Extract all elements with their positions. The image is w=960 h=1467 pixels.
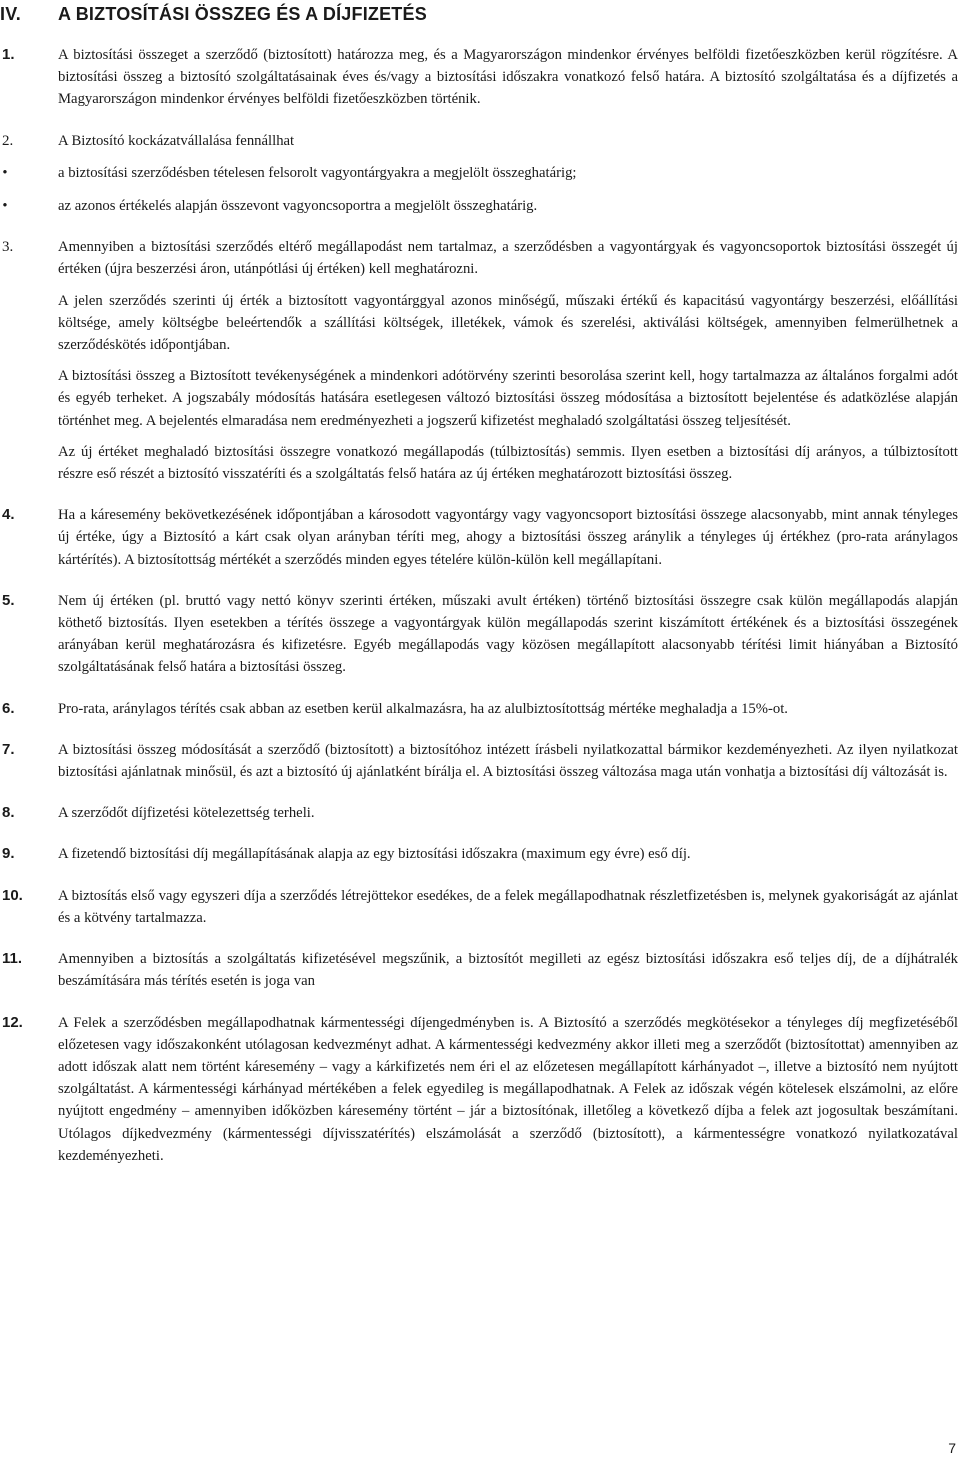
bullet-dot-icon: • <box>2 198 8 215</box>
section-number: 10. <box>2 886 23 904</box>
section-paragraph: A Felek a szerződésben megállapodhatnak kármentességi díjengedményben is. A Biztosító a szerződés megkötésekor a tényleges díj megfizetéséből előzetesen vagy időszakonként utólagosan kedvezményt adhat. A kármentességi kedvezmény akkor illeti meg a szerződőt (biztosítottat) amennyiben az adott időszak alatt nem történt káresemény – vagy a kárkifizetés nem éri el az előzetesen megállapított kárhányadot –, illetve a biztosító nem nyújtott szolgáltatást. A kármentességi kárhányad mértékében a felek egyedileg is megállapodhatnak. A Felek az időszak végén kötelesek elszámolni, az előre nyújtott engedmény – amennyiben időközben káresemény történt – jár a biztosítónak, illetőleg a következő díjba a felek azt jogosultak beszámítani. Utólagos díjkedvezmény (kármentességi díjvisszatérítés) elszámolását a szerződő (biztosított), a kármentességre vonatkozó nyilatkozatával kezdeményezheti. <box>58 1014 958 1164</box>
section-number: 4. <box>2 506 15 524</box>
bullet-item <box>2 195 958 217</box>
section-number: 12. <box>2 1013 23 1031</box>
bullet-text: az azonos értékelés alapján összevont vagyoncsoportra a megjelölt összeghatárig. <box>58 198 538 215</box>
section-paragraph: Amennyiben a biztosítási szerződés eltérő megállapodást nem tartalmaz, a szerződésben a vagyontárgyak és vagyoncsoportok biztosítási összegét új értéken (újra beszerzési áron, utánpótlási új értéken) kell meghatározni. <box>58 239 958 278</box>
page-number: 7 <box>948 1440 956 1456</box>
section-3 <box>0 236 958 485</box>
section-paragraph: A biztosítási összeg a Biztosított tevékenységének a mindenkori adótörvény szerinti besorolása szerint kell, hogy tartalmazza az általános forgalmi adót és egyéb terheket. A jogszabály módosítás hatására esetlegesen változó biztosítási összeg módosítása a biztosított bejelentése és adatközlése alapján történhet meg. A bejelentés elmaradása nem eredményezheti a jogszerű kifizetést meghaladó szolgáltatási összeg teljesítését. <box>58 368 958 429</box>
section-paragraph: A jelen szerződés szerinti új érték a biztosított vagyontárggyal azonos minőségű, műszaki értékű és kapacitású vagyontárgy beszerzési, előállítási költsége, amely költségbe beleértendők a szállítási költségek, illetékek, vámok és szerelési, aktiválási költségek, amennyiben felmerülhetnek a szerződéskötés időpontjában. <box>58 292 958 354</box>
bullet-text: a biztosítási szerződésben tételesen felsorolt vagyontárgyakra a megjelölt összeghatárig; <box>58 164 577 181</box>
section-paragraph: A biztosítási összeget a szerződő (biztosított) határozza meg, és a Magyarországon mindenkor érvényes belföldi fizetőeszközben kerül rögzítésre. A biztosítási összeg a biztosító szolgáltatásainak éves és/vagy a biztosítási időszakra vonatkozó felső határa. A biztosító szolgáltatása és a díjfizetés a Magyarországon mindenkor érvényes belföldi fizetőeszközben történik. <box>58 47 958 108</box>
sections-list <box>0 44 958 1186</box>
bullet-item <box>2 162 958 184</box>
section-1 <box>0 44 958 111</box>
section-number: 5. <box>2 591 15 609</box>
section-number: 8. <box>2 804 15 822</box>
section-5 <box>0 590 958 679</box>
section-number: 9. <box>2 845 15 863</box>
section-number: 11. <box>2 950 23 968</box>
section-number: 6. <box>2 699 15 717</box>
section-2 <box>0 130 958 218</box>
section-number: 3. <box>2 239 14 256</box>
section-12 <box>0 1012 958 1167</box>
section-8 <box>0 802 958 824</box>
section-paragraph: A fizetendő biztosítási díj megállapításának alapja az egy biztosítási időszakra (maximum egy évre) eső díj. <box>58 846 691 863</box>
section-paragraph: A biztosítás első vagy egyszeri díja a szerződés létrejöttekor esedékes, de a felek megállapodhatnak részletfizetésben is, melynek gyakoriságát az ajánlat és a kötvény tartalmazza. <box>58 887 958 926</box>
section-paragraph: Pro-rata, aránylagos térítés csak abban az esetben kerül alkalmazásra, ha az alulbiztosítottság mértéke meghaladja a 15%-ot. <box>58 700 788 717</box>
chapter-title: A BIZTOSÍTÁSI ÖSSZEG ÉS A DÍJFIZETÉS <box>58 4 427 24</box>
section-paragraph: Nem új értéken (pl. bruttó vagy nettó könyv szerinti értéken, műszaki avult értéken) történő biztosítási összegre csak külön megállapodás alapján köthető biztosítás. Ilyen esetekben a térítés összege a vagyontárgyak külön megállapodás szerint kiszámított értékének és a biztosítási összegének arányában kerül meghatározásra és kifizetésre. Egyéb megállapodás vagy közösen megállapított alacsonyabb térítési limit hiányában a Biztosító szolgáltatásának felső határa a biztosítási összeg. <box>58 592 958 676</box>
bullet-dot-icon: • <box>2 164 8 181</box>
section-paragraph: A biztosítási összeg módosítását a szerződő (biztosított) a biztosítóhoz intézett írásbeli nyilatkozattal bármikor kezdeményezheti. Az ilyen nyilatkozat biztosítási ajánlatnak minősül, és azt a biztosító új ajánlatként bírálja el. A biztosítási összeg változása maga után vonhatja a biztosítási díj változását is. <box>58 741 958 781</box>
section-paragraph: A szerződőt díjfizetési kötelezettség terheli. <box>58 805 315 822</box>
section-9 <box>0 843 958 865</box>
section-number: 2. <box>2 132 14 149</box>
section-4 <box>0 504 958 571</box>
section-paragraph: Ha a káresemény bekövetkezésének időpontjában a károsodott vagyontárgy vagy vagyoncsoport biztosítási összege alacsonyabb, mint annak tényleges új értéke, úgy a Biztosító a kárt csak olyan arányban téríti meg, ahogy a biztosítási összeg aránylik a tényleges új értékhez (pro-rata aránylagos kártérítés). A biztosítottság mértékét a szerződés minden egyes tételére külön-külön kell megállapítani. <box>58 507 958 568</box>
section-paragraph: Az új értéket meghaladó biztosítási összegre vonatkozó megállapodás (túlbiztosítás) semmis. Ilyen esetben a biztosítási díj arányos, a túlbiztosított részre eső részét a biztosító visszatéríti és a szolgáltatás felső határa az új értéken meghatározott biztosítási összeg. <box>58 443 958 483</box>
section-number: 7. <box>2 740 15 758</box>
section-paragraph: Amennyiben a biztosítás a szolgáltatás kifizetésével megszűnik, a biztosítót megilleti az egész biztosítási időszakra eső teljes díj, de a díjhátralék beszámítására más térítés esetén is joga van <box>58 951 958 990</box>
section-11 <box>0 948 958 992</box>
bullet-list <box>2 162 958 217</box>
section-number: 1. <box>2 46 15 63</box>
section-7 <box>0 739 958 783</box>
chapter-number: IV. <box>0 4 21 24</box>
section-6 <box>0 698 958 720</box>
section-paragraph: A Biztosító kockázatvállalása fennállhat <box>58 132 295 149</box>
section-10 <box>0 885 958 929</box>
